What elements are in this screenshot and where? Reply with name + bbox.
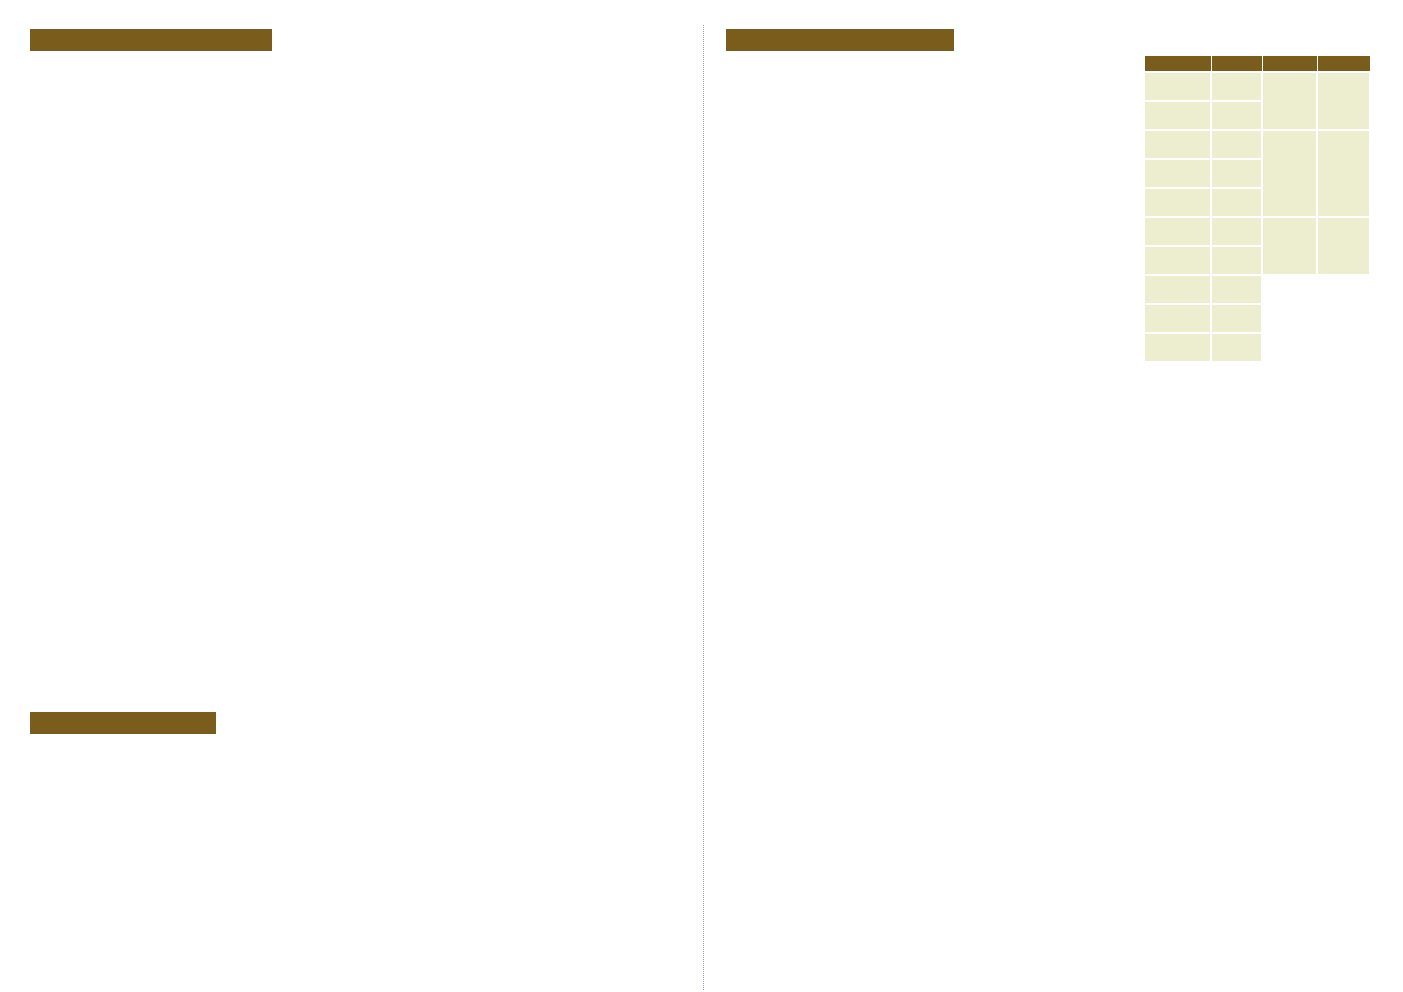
thanks-section-title xyxy=(30,29,272,51)
cell-row xyxy=(1144,217,1370,246)
offering-section-title xyxy=(30,712,216,734)
cell-name xyxy=(1144,217,1211,246)
cell-name xyxy=(1144,130,1211,159)
page-divider xyxy=(703,25,704,990)
col-header-room-head xyxy=(1317,56,1370,73)
cell-name xyxy=(1144,275,1211,304)
cell-leader xyxy=(1211,333,1262,362)
cell-name xyxy=(1144,333,1211,362)
cell-row xyxy=(1144,130,1370,159)
cell-name xyxy=(1144,72,1211,101)
cell-leader xyxy=(1211,246,1262,275)
cell-leader xyxy=(1211,159,1262,188)
cell-name xyxy=(1144,159,1211,188)
room-name xyxy=(1262,130,1317,217)
sermon-text xyxy=(734,72,1134,92)
cell-leader xyxy=(1211,217,1262,246)
cell-name xyxy=(1144,188,1211,217)
col-header-cell-name xyxy=(1144,56,1211,73)
cell-name xyxy=(1144,101,1211,130)
cell-leader xyxy=(1211,188,1262,217)
cell-leader xyxy=(1211,72,1262,101)
cell-leader xyxy=(1211,275,1262,304)
offering-list xyxy=(34,744,694,769)
cell-leader xyxy=(1211,304,1262,333)
room-head xyxy=(1317,217,1370,275)
room-head xyxy=(1317,130,1370,217)
cell-table xyxy=(1143,55,1371,363)
sermon-section-title xyxy=(726,29,954,51)
cell-row xyxy=(1144,275,1370,304)
cell-row xyxy=(1144,72,1370,101)
col-header-leader xyxy=(1211,56,1262,73)
room-name xyxy=(1262,217,1317,275)
cell-leader xyxy=(1211,101,1262,130)
thanks-list xyxy=(34,84,684,168)
room-name xyxy=(1262,72,1317,130)
cell-row xyxy=(1144,333,1370,362)
cell-name xyxy=(1144,304,1211,333)
room-head xyxy=(1317,72,1370,130)
col-header-room xyxy=(1262,56,1317,73)
cell-row xyxy=(1144,304,1370,333)
cell-name xyxy=(1144,246,1211,275)
cell-leader xyxy=(1211,130,1262,159)
